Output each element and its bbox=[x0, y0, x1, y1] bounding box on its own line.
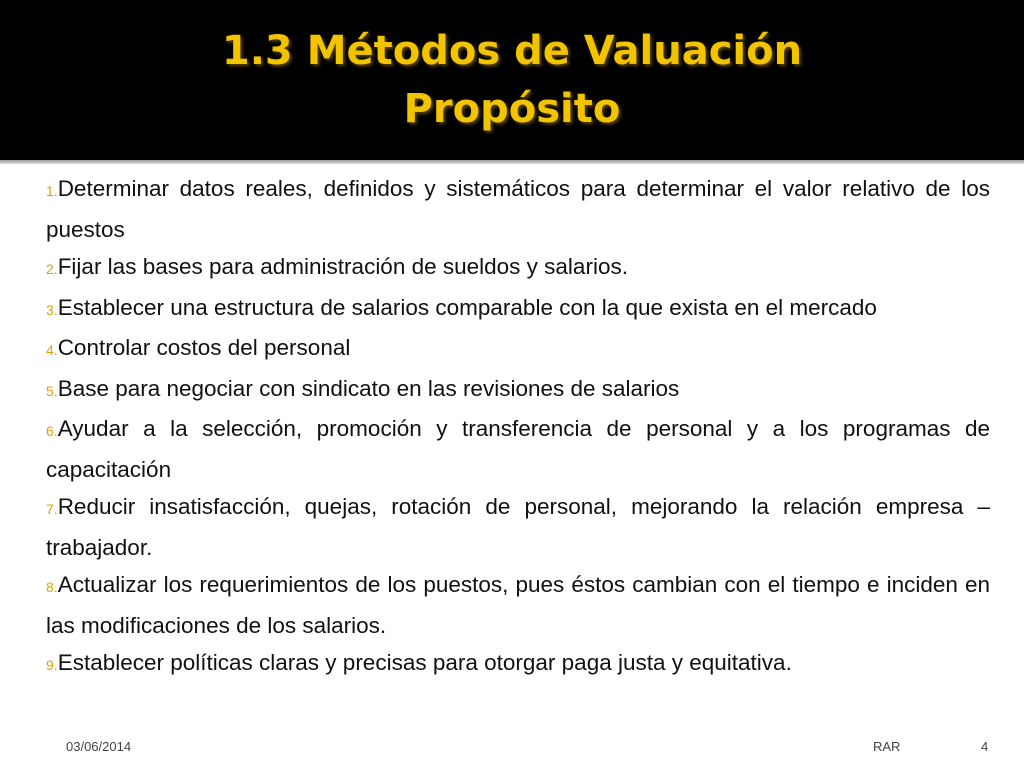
list-item-text: Base para negociar con sindicato en las revisiones de salarios bbox=[57, 375, 680, 401]
list-item-text: Actualizar los requerimientos de los puestos, pues éstos cambian con el tiempo e inciden en las modificaciones de los salarios. bbox=[46, 572, 990, 638]
footer-page-number: 4 bbox=[981, 739, 989, 754]
title-line-1: 1.3 Métodos de Valuación bbox=[221, 28, 803, 74]
footer-date: 03/06/2014 bbox=[66, 739, 132, 754]
list-item-text: Reducir insatisfacción, quejas, rotación de personal, mejorando la relación empresa – trabajador. bbox=[46, 494, 990, 560]
title-line-2: Propósito bbox=[403, 86, 621, 132]
list-item bbox=[46, 644, 990, 685]
list-item bbox=[46, 566, 990, 644]
list-item-text: Determinar datos reales, definidos y sistemáticos para determinar el valor relativo de los puestos bbox=[46, 176, 990, 242]
list-item-number: 5. bbox=[46, 382, 58, 399]
title-divider bbox=[0, 160, 1024, 164]
list-item-number: 2. bbox=[46, 261, 58, 277]
slide-title bbox=[222, 22, 802, 138]
list-item-number: 4. bbox=[46, 342, 58, 358]
list-item bbox=[46, 248, 990, 289]
list-item bbox=[46, 370, 990, 411]
list-item-text: Fijar las bases para administración de sueldos y salarios. bbox=[57, 254, 628, 279]
list-item-text: Ayudar a la selección, promoción y transferencia de personal y a los programas de capacitación bbox=[46, 416, 990, 482]
list-item-number: 1. bbox=[46, 183, 58, 199]
list-item-number: 9. bbox=[46, 657, 58, 673]
list-item-number: 7. bbox=[46, 501, 58, 517]
numbered-list bbox=[46, 170, 990, 685]
list-item-number: 3. bbox=[46, 301, 58, 318]
list-item bbox=[46, 170, 990, 248]
list-item-number: 8. bbox=[46, 579, 58, 595]
list-item bbox=[46, 410, 990, 488]
list-item-text: Controlar costos del personal bbox=[57, 335, 351, 360]
list-item bbox=[46, 329, 990, 370]
list-item bbox=[46, 488, 990, 566]
list-item-text: Establecer una estructura de salarios comparable con la que exista en el mercado bbox=[57, 294, 877, 320]
title-bar bbox=[0, 0, 1024, 160]
list-item bbox=[46, 289, 990, 330]
list-item-text: Establecer políticas claras y precisas para otorgar paga justa y equitativa. bbox=[57, 650, 792, 675]
list-item-number: 6. bbox=[46, 423, 58, 439]
footer-author: RAR bbox=[873, 739, 901, 754]
